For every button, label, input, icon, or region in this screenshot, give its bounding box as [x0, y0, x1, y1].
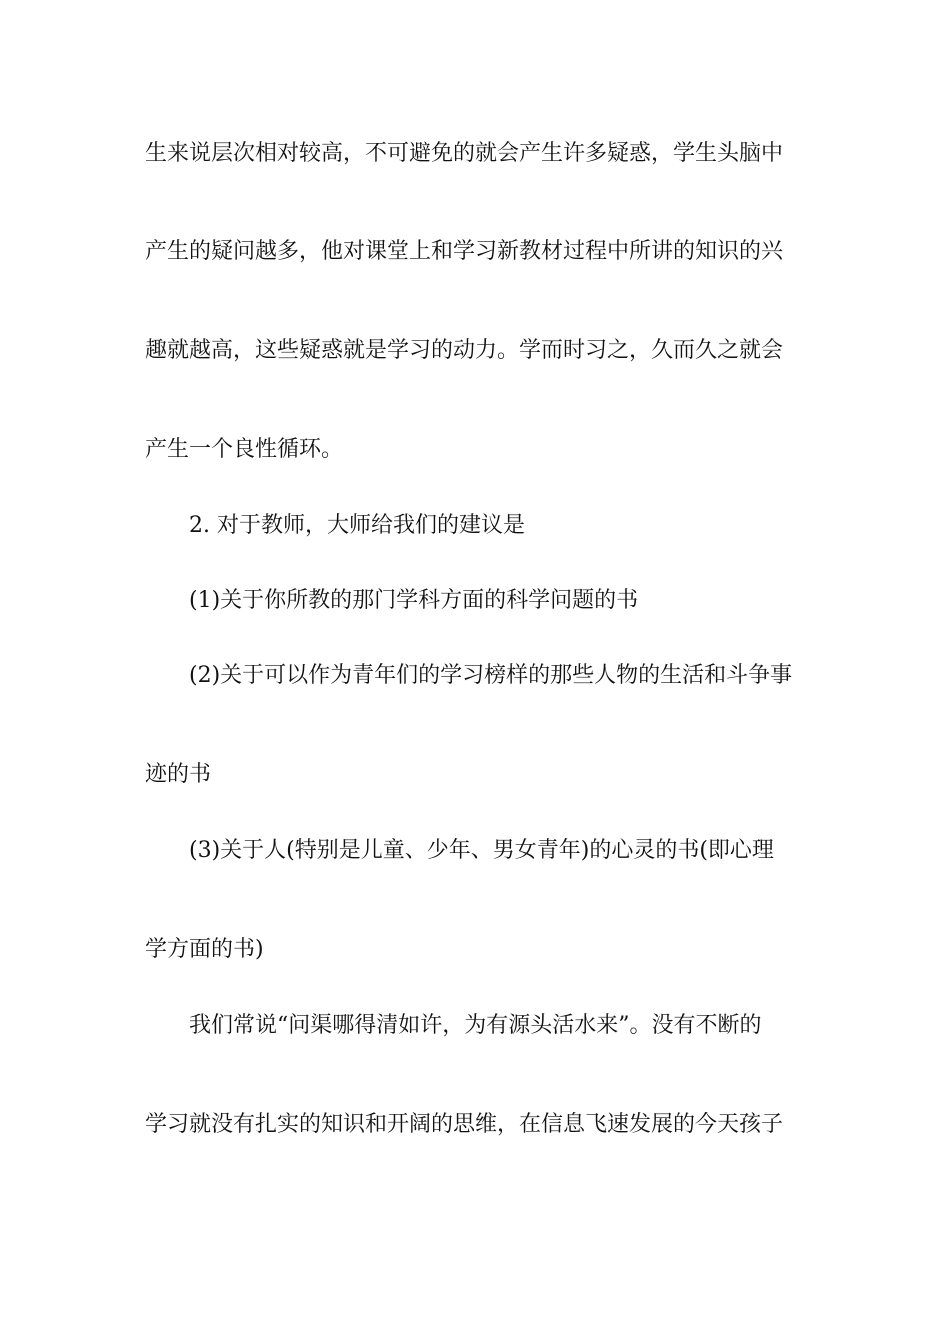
paragraph-start: 我们常说“问渠哪得清如许，为有源头活水来”。没有不断的	[189, 1013, 762, 1038]
text-line: 生来说层次相对较高，不可避免的就会产生许多疑惑，学生头脑中	[145, 141, 784, 166]
text-line: 产生的疑问越多，他对课堂上和学习新教材过程中所讲的知识的兴	[145, 239, 784, 264]
list-item: (2)关于可以作为青年们的学习榜样的那些人物的生活和斗争事	[189, 663, 793, 688]
text-line: 迹的书	[145, 762, 212, 787]
list-item: (1)关于你所教的那门学科方面的科学问题的书	[189, 588, 639, 613]
list-item: (3)关于人(特别是儿童、少年、男女青年)的心灵的书(即心理	[189, 838, 774, 863]
text-line: 产生一个良性循环。	[145, 437, 344, 462]
text-line: 学习就没有扎实的知识和开阔的思维，在信息飞速发展的今天孩子	[145, 1112, 784, 1137]
list-heading: 2. 对于教师，大师给我们的建议是	[189, 513, 525, 538]
text-line: 学方面的书)	[145, 937, 264, 962]
text-line: 趣就越高，这些疑惑就是学习的动力。学而时习之，久而久之就会	[145, 338, 784, 363]
